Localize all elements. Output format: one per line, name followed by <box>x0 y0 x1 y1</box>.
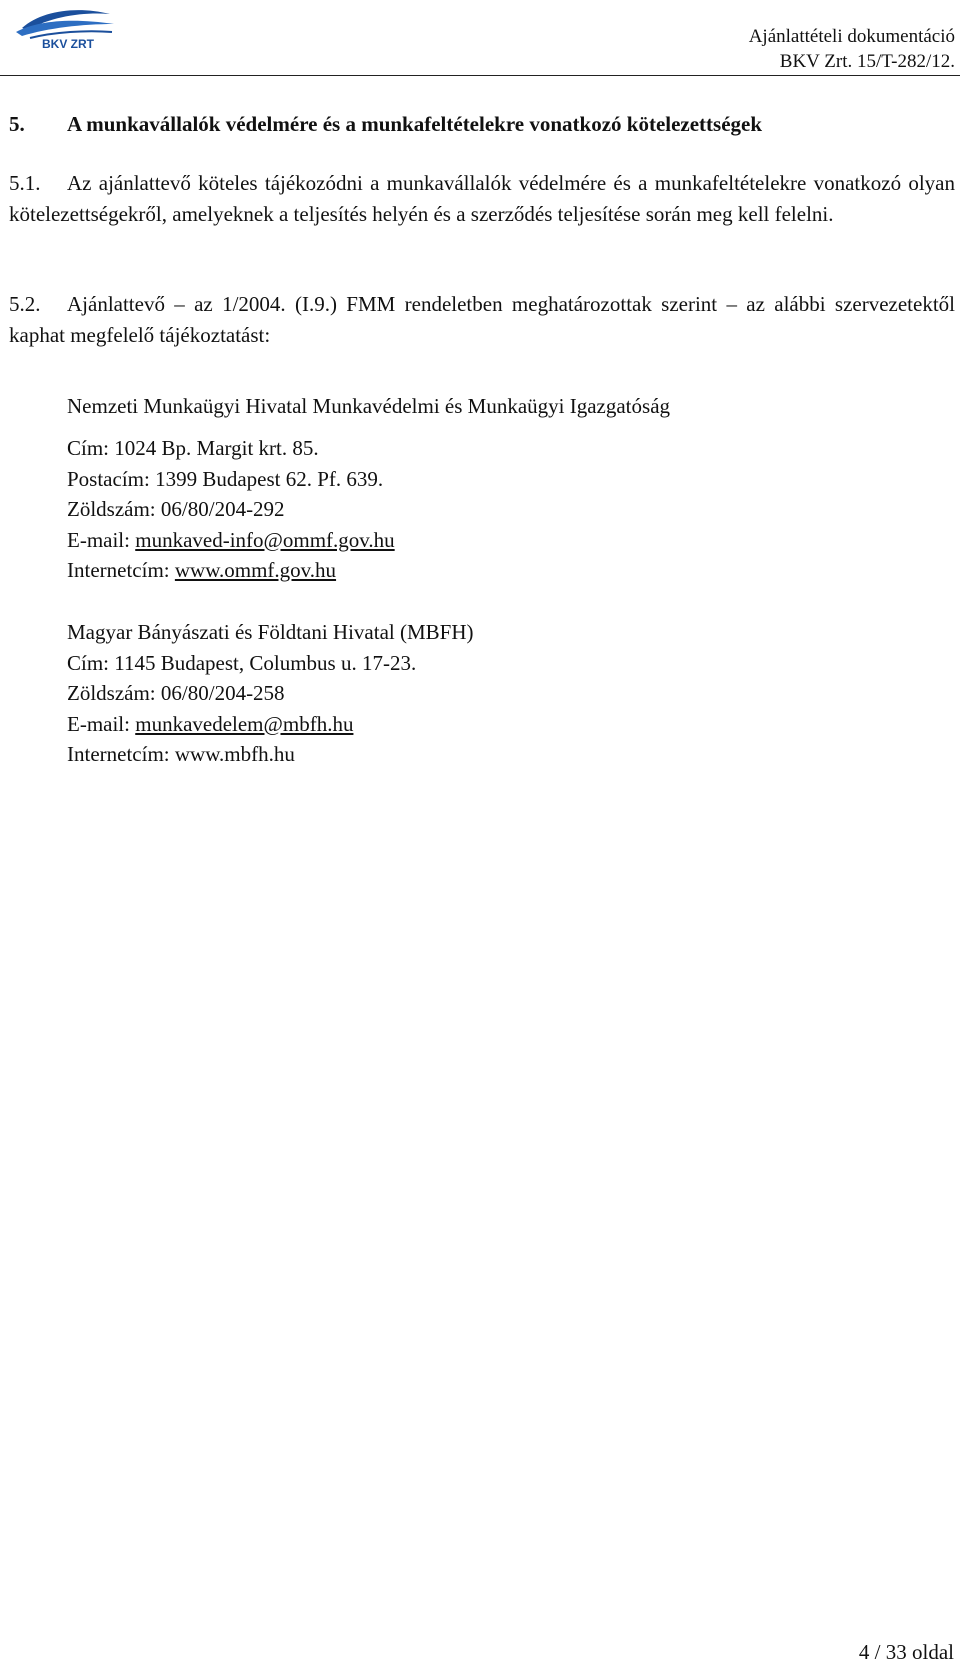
org-nmh-name: Nemzeti Munkaügyi Hivatal Munkavédelmi és Munkaügyi Igazgatóság <box>67 394 671 418</box>
org-name: Magyar Bányászati és Földtani Hivatal (MBFH) <box>67 620 474 644</box>
org-phone: Zöldszám: 06/80/204-292 <box>67 497 285 521</box>
org-mbfh-contact <box>67 617 474 770</box>
paragraph-5-2 <box>9 289 955 351</box>
web-label: Internetcím: <box>67 558 175 582</box>
section-title: A munkavállalók védelmére és a munkafeltételekre vonatkozó kötelezettségek <box>67 112 763 136</box>
email-link[interactable]: munkavedelem@mbfh.hu <box>135 711 354 736</box>
web-link[interactable]: www.ommf.gov.hu <box>174 558 337 582</box>
org-address: Cím: 1024 Bp. Margit krt. 85. <box>67 436 319 460</box>
section-number: 5. <box>9 112 25 136</box>
org-nmh-contact <box>67 433 395 586</box>
bkv-logo <box>8 2 120 50</box>
paragraph-number: 5.2. <box>9 292 41 316</box>
doc-type: Ajánlattételi dokumentáció <box>748 26 955 47</box>
paragraph-number: 5.1. <box>9 171 41 195</box>
paragraph-5-1 <box>9 168 955 230</box>
document-header <box>749 24 955 74</box>
org-phone: Zöldszám: 06/80/204-258 <box>67 681 285 705</box>
logo-text: BKV ZRT <box>42 37 94 50</box>
org-email-line <box>67 525 395 556</box>
org-web: Internetcím: www.mbfh.hu <box>67 742 295 766</box>
email-link[interactable]: munkaved-info@ommf.gov.hu <box>135 527 395 552</box>
paragraph-text: Ajánlattevő – az 1/2004. (I.9.) FMM rendeletben meghatározottak szerint – az alábbi szervezetektől kaphat megfelelő tájékoztatást: <box>9 292 955 347</box>
header-divider <box>0 75 960 76</box>
page-number: 4 / 33 oldal <box>858 1640 954 1664</box>
org-address: Cím: 1145 Budapest, Columbus u. 17-23. <box>67 650 417 675</box>
org-postal-address: Postacím: 1399 Budapest 62. Pf. 639. <box>67 466 384 491</box>
email-label: E-mail: <box>67 527 136 552</box>
email-label: E-mail: <box>67 711 136 736</box>
doc-reference: BKV Zrt. 15/T-282/12. <box>779 51 955 72</box>
section-heading <box>9 110 762 138</box>
org-email-line <box>67 709 474 740</box>
org-web-line <box>67 555 395 586</box>
paragraph-text: Az ajánlattevő köteles tájékozódni a munkavállalók védelmére és a munkafeltételekre vonatkozó olyan kötelezettségekről, amelyeknek a teljesítés helyén és a szerződés teljesítése során meg kell felelni. <box>9 171 955 226</box>
